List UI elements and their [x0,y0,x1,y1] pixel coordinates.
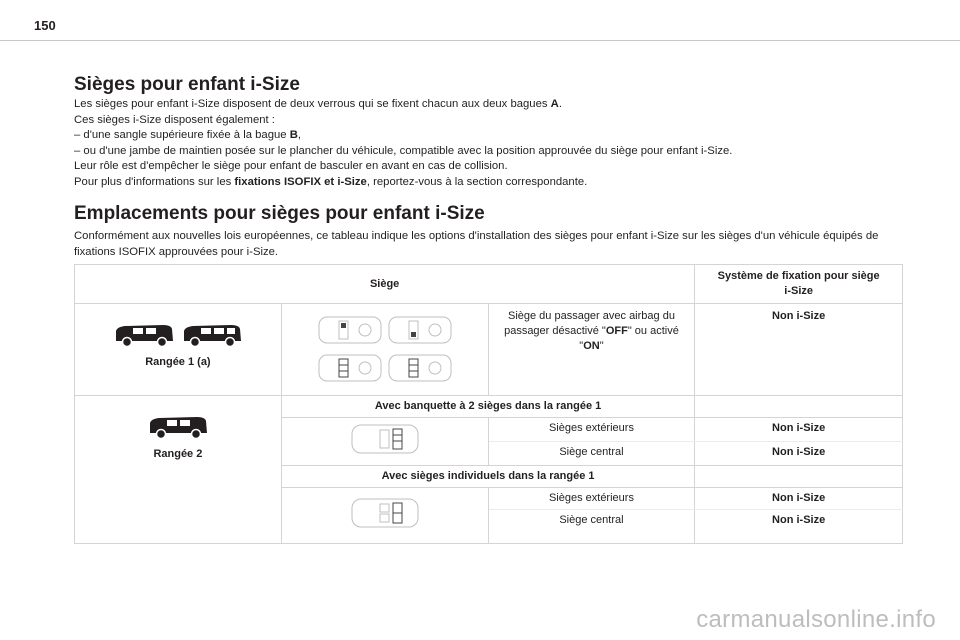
van-top-seat-plan-icon [350,495,420,531]
row1-seat-cell [75,304,282,396]
intro-line: Pour plus d'informations sur les fixations ISOFIX et i-Size, reportez-vous à la section correspondante. [74,175,588,188]
table-row [75,396,903,418]
group2-value-center: Non i-Size [695,510,903,544]
group1-seat-center: Siège central [488,442,695,466]
van-top-seat-plan-icon [317,313,383,347]
row2-seat-cell [75,396,282,544]
intro-line: – ou d'une jambe de maintien posée sur le plancher du véhicule, compatible avec la position approuvée du siège pour enfant i-Size. [74,144,733,157]
van-top-seat-plan-icon [317,351,383,385]
group1-seat-outer: Sièges extérieurs [488,418,695,442]
group2-title: Avec sièges individuels dans la rangée 1 [281,466,694,488]
group1-value-center: Non i-Size [695,442,903,466]
intro-line: – d'une sangle supérieure fixée à la bague B, [74,129,302,142]
van-side-icon [147,411,209,441]
row1-description: Siège du passager avec airbag du passager désactivé "OFF" ou activé "ON" [488,304,695,396]
van-top-seat-plan-icon [387,313,453,347]
intro-paragraph [74,97,904,191]
header-seat: Siège [75,265,695,304]
group2-seat-outer: Sièges extérieurs [488,488,695,510]
van-top-seat-plan-icon [387,351,453,385]
intro-line: Les sièges pour enfant i-Size disposent de deux verrous qui se fixent chacun aux deux bagues A. [74,98,562,110]
van-side-icon [113,319,175,349]
row1-value: Non i-Size [695,304,903,396]
header-system: Système de fixation pour siège i-Size [695,265,903,304]
group1-plan-cell [281,418,488,466]
row1-label: Rangée 1 (a) [145,356,211,368]
table-row [75,304,903,396]
header-divider [0,40,960,41]
van-side-icon [181,319,243,349]
group1-title: Avec banquette à 2 sièges dans la rangée 1 [281,396,694,418]
group2-seat-center: Siège central [488,510,695,544]
locations-paragraph: Conformément aux nouvelles lois européennes, ce tableau indique les options d'installation des sièges pour enfant i-Size sur les sièges d'un véhicule équipés de fixations ISOFIX approuvées pour i-Size. [74,230,879,258]
intro-line: Leur rôle est d'empêcher le siège pour enfant de basculer en avant en cas de collision. [74,160,508,173]
table-header-row [75,265,903,304]
row1-plan-cell [281,304,488,396]
page-number: 150 [34,18,56,33]
group1-value-outer: Non i-Size [695,418,903,442]
intro-line: Ces sièges i-Size disposent également : [74,113,275,126]
van-top-seat-plan-icon [350,421,420,457]
section-title-locations: Emplacements pour sièges pour enfant i-Size [74,203,485,224]
watermark: carmanualsonline.info [696,606,936,633]
section-title-isize-seats: Sièges pour enfant i-Size [74,74,300,95]
group2-value-outer: Non i-Size [695,488,903,510]
row2-label: Rangée 2 [153,448,203,460]
group2-plan-cell [281,488,488,544]
isize-table [74,264,903,544]
